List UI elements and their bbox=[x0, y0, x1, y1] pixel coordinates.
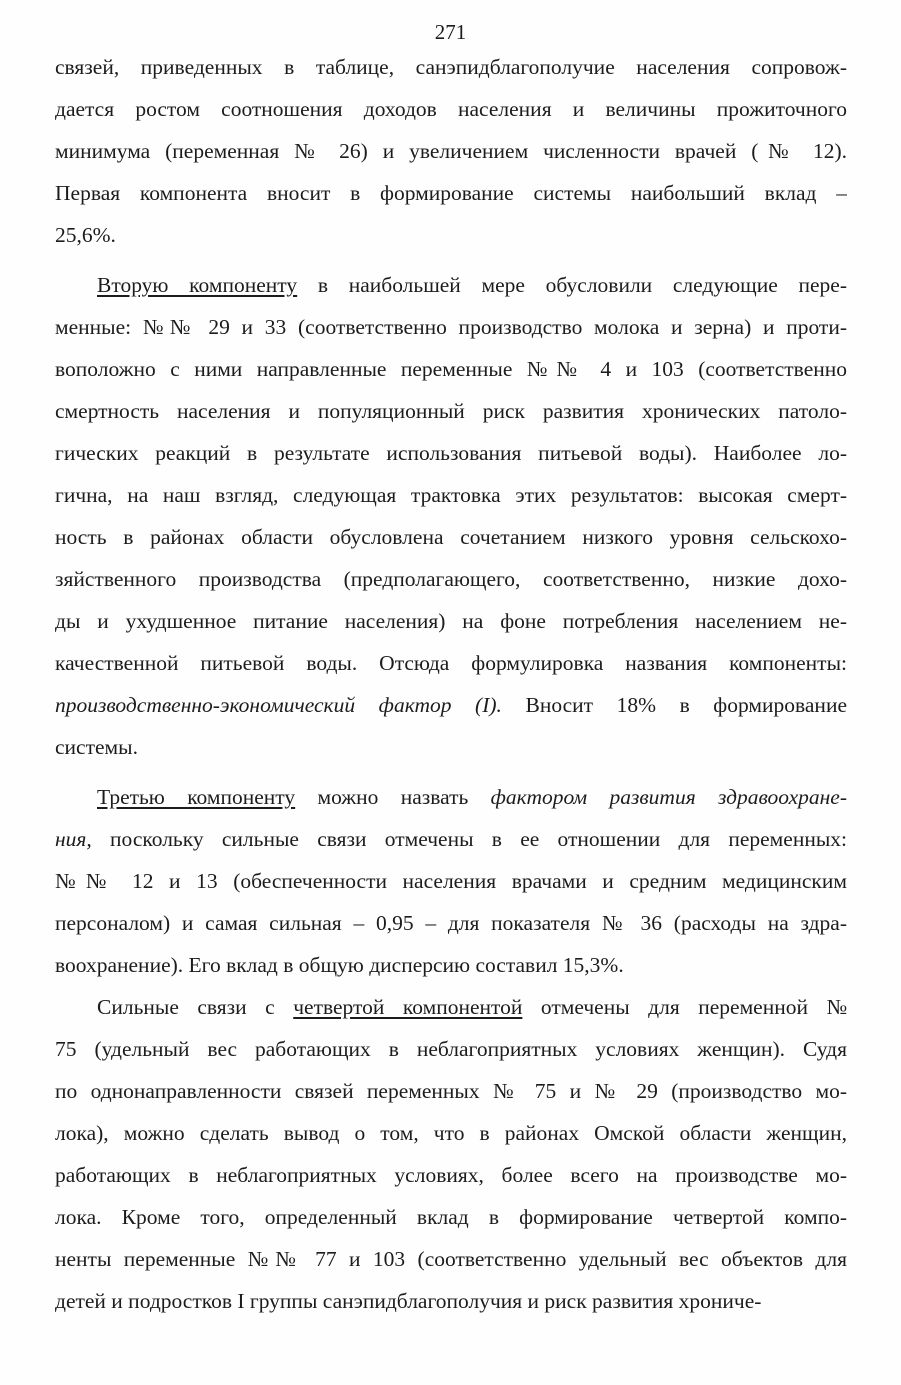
text-line bbox=[55, 516, 847, 558]
text-run: можно назвать bbox=[295, 785, 491, 809]
paragraph bbox=[55, 986, 847, 1322]
underlined-term: четвертой компонентой bbox=[293, 995, 523, 1019]
text-line bbox=[55, 1196, 847, 1238]
text-line bbox=[55, 474, 847, 516]
text-line bbox=[55, 390, 847, 432]
text-line bbox=[55, 130, 847, 172]
text-run: поскольку сильные связи отмечены в ее отношении для переменных: bbox=[91, 827, 847, 851]
text-run: Сильные связи с bbox=[97, 995, 294, 1019]
text-run: системы. bbox=[55, 735, 138, 759]
paragraph bbox=[55, 264, 847, 768]
text-line bbox=[55, 1280, 847, 1322]
underlined-term: Третью компоненту bbox=[97, 785, 296, 809]
text-line bbox=[55, 348, 847, 390]
text-run: в наибольшей мере обусловили следующие пере- bbox=[297, 273, 847, 297]
text-run: ненты переменные №№ 77 и 103 (соответственно удельный вес объектов для bbox=[55, 1247, 847, 1271]
text-line bbox=[55, 600, 847, 642]
text-line bbox=[55, 214, 847, 256]
text-run: по однонаправленности связей переменных № 75 и № 29 (производство мо- bbox=[55, 1079, 847, 1103]
text-line bbox=[55, 986, 847, 1028]
italic-term: фактором развития здравоохране- bbox=[490, 785, 847, 809]
text-run: зяйственного производства (предполагающего, соответственно, низкие дохо- bbox=[55, 567, 847, 591]
text-line bbox=[55, 818, 847, 860]
text-run: 25,6%. bbox=[55, 223, 116, 247]
italic-term: ния, bbox=[55, 827, 92, 851]
text-run: связей, приведенных в таблице, санэпидблагополучие населения сопровож- bbox=[55, 55, 847, 79]
text-run: менные: №№ 29 и 33 (соответственно производство молока и зерна) и проти- bbox=[55, 315, 847, 339]
text-line bbox=[55, 860, 847, 902]
text-line bbox=[55, 776, 847, 818]
text-line bbox=[55, 264, 847, 306]
text-line bbox=[55, 1112, 847, 1154]
text-run: работающих в неблагоприятных условиях, более всего на производстве мо- bbox=[55, 1163, 847, 1187]
text-run: детей и подростков I группы санэпидблагополучия и риск развития хрониче- bbox=[55, 1289, 762, 1313]
text-run: гична, на наш взгляд, следующая трактовка этих результатов: высокая смерт- bbox=[55, 483, 847, 507]
text-line bbox=[55, 1028, 847, 1070]
text-line bbox=[55, 88, 847, 130]
paragraph bbox=[55, 46, 847, 256]
page-number: 271 bbox=[434, 20, 467, 44]
text-line bbox=[55, 944, 847, 986]
text-run: воположно с ними направленные переменные №№ 4 и 103 (соответственно bbox=[55, 357, 847, 381]
text-line bbox=[55, 642, 847, 684]
text-line bbox=[55, 1238, 847, 1280]
text-line bbox=[55, 46, 847, 88]
text-line bbox=[55, 902, 847, 944]
text-run: смертность населения и популяционный риск развития хронических патоло- bbox=[55, 399, 847, 423]
text-run: Вносит 18% в формирование bbox=[501, 693, 847, 717]
italic-term: производственно-экономический фактор (I). bbox=[55, 693, 502, 717]
underlined-term: Вторую компоненту bbox=[97, 273, 298, 297]
text-line bbox=[55, 172, 847, 214]
text-run: №№ 12 и 13 (обеспеченности населения врачами и средним медицинским bbox=[55, 869, 847, 893]
text-run: дается ростом соотношения доходов населения и величины прожиточного bbox=[55, 97, 847, 121]
text-run: Первая компонента вносит в формирование системы наибольший вклад – bbox=[55, 181, 847, 205]
text-run: воохранение). Его вклад в общую дисперсию составил 15,3%. bbox=[55, 953, 624, 977]
paragraph bbox=[55, 776, 847, 986]
text-run: минимума (переменная № 26) и увеличением численности врачей (№ 12). bbox=[55, 139, 847, 163]
text-run: ды и ухудшенное питание населения) на фоне потребления населением не- bbox=[55, 609, 847, 633]
text-line bbox=[55, 1070, 847, 1112]
text-line bbox=[55, 684, 847, 726]
text-run: персоналом) и самая сильная – 0,95 – для показателя № 36 (расходы на здра- bbox=[55, 911, 847, 935]
text-line bbox=[55, 306, 847, 348]
text-run: ность в районах области обусловлена сочетанием низкого уровня сельскохо- bbox=[55, 525, 847, 549]
text-run: лока. Кроме того, определенный вклад в формирование четвертой компо- bbox=[55, 1205, 847, 1229]
text-run: качественной питьевой воды. Отсюда формулировка названия компоненты: bbox=[55, 651, 847, 675]
text-run: отмечены для переменной № bbox=[522, 995, 847, 1019]
text-line bbox=[55, 558, 847, 600]
text-line bbox=[55, 1154, 847, 1196]
text-line bbox=[55, 432, 847, 474]
text-run: лока), можно сделать вывод о том, что в районах Омской области женщин, bbox=[55, 1121, 847, 1145]
text-run: гических реакций в результате использования питьевой воды). Наиболее ло- bbox=[55, 441, 847, 465]
text-line bbox=[55, 726, 847, 768]
text-run: 75 (удельный вес работающих в неблагоприятных условиях женщин). Судя bbox=[55, 1037, 847, 1061]
